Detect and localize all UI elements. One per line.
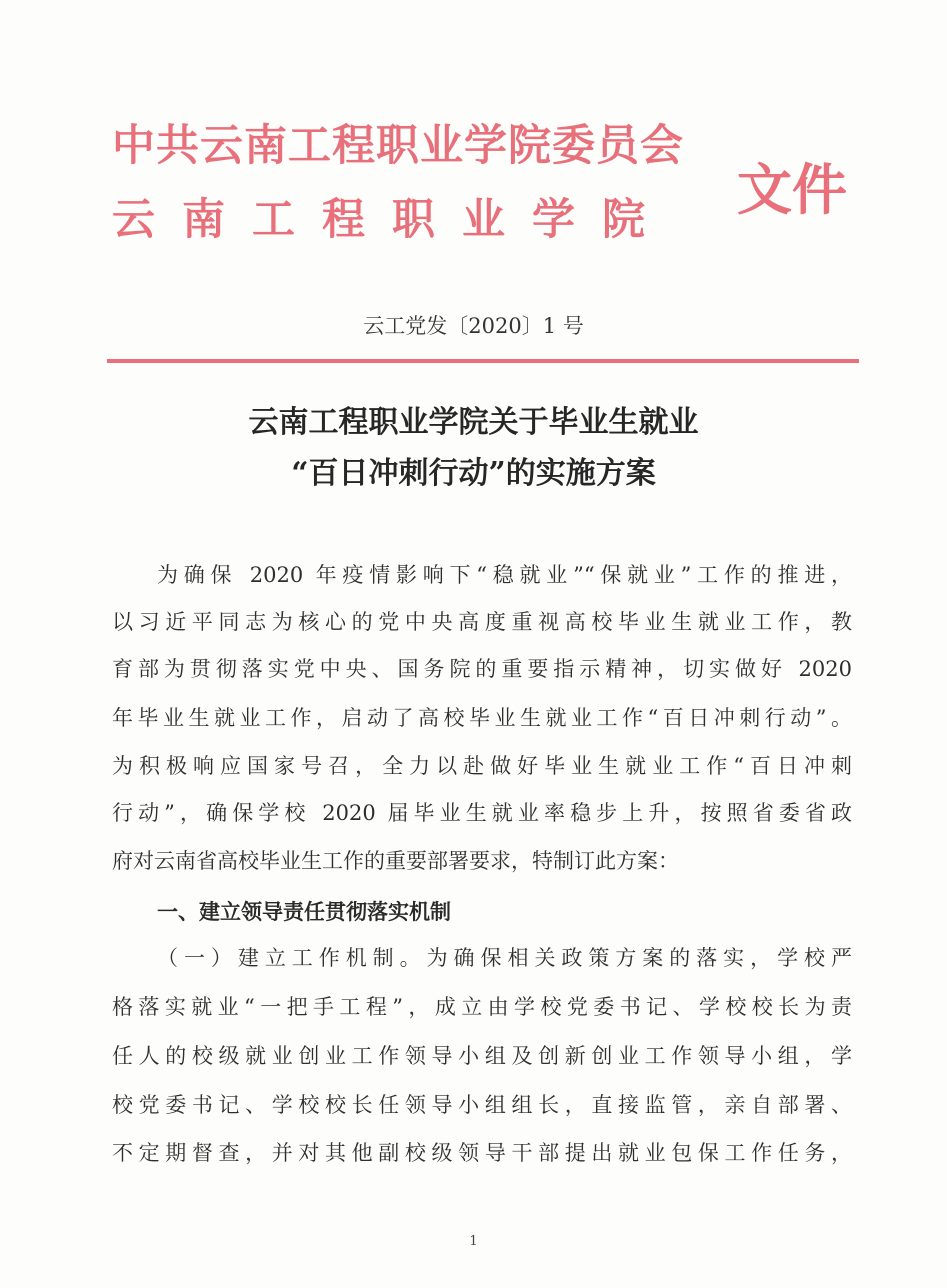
section-heading-1: 一、建立领导责任贯彻落实机制 [157, 900, 451, 924]
document-number: 云工党发〔2020〕1 号 [363, 314, 584, 338]
section-line: 不定期督查，并对其他副校级领导干部提出就业包保工作任务， [112, 1141, 852, 1165]
intro-line: 府对云南省高校毕业生工作的重要部署要求，特制订此方案： [112, 849, 679, 873]
intro-line: 年毕业生就业工作，启动了高校毕业生就业工作“百日冲刺行动”。 [112, 706, 852, 730]
page-number: 1 [469, 1234, 478, 1249]
section-line: （一）建立工作机制。为确保相关政策方案的落实，学校严 [157, 946, 852, 970]
intro-line: 为确保 2020 年疫情影响下“稳就业”“保就业”工作的推进， [157, 563, 852, 587]
section-line: 任人的校级就业创业工作领导小组及创新创业工作领导小组，学 [112, 1044, 852, 1068]
intro-line: 行动”，确保学校 2020 届毕业生就业率稳步上升，按照省委省政 [112, 801, 852, 825]
section-line: 格落实就业“一把手工程”，成立由学校党委书记、学校校长为责 [112, 995, 852, 1019]
intro-line: 育部为贯彻落实党中央、国务院的重要指示精神，切实做好 2020 [112, 657, 852, 681]
red-divider [107, 359, 859, 363]
document-type-label: 文件 [737, 158, 848, 222]
document-title-line-1: 云南工程职业学院关于毕业生就业 [248, 405, 699, 440]
issuer-college: 云南工程职业学院 [112, 195, 672, 245]
section-line: 校党委书记、学校校长任领导小组组长，直接监管，亲自部署、 [112, 1093, 852, 1117]
intro-line: 为积极响应国家号召，全力以赴做好毕业生就业工作“百日冲刺 [112, 754, 852, 778]
issuer-party-committee: 中共云南工程职业学院委员会 [112, 121, 684, 171]
document-title-line-2: “百日冲刺行动”的实施方案 [291, 456, 656, 491]
intro-line: 以习近平同志为核心的党中央高度重视高校毕业生就业工作，教 [112, 610, 852, 634]
